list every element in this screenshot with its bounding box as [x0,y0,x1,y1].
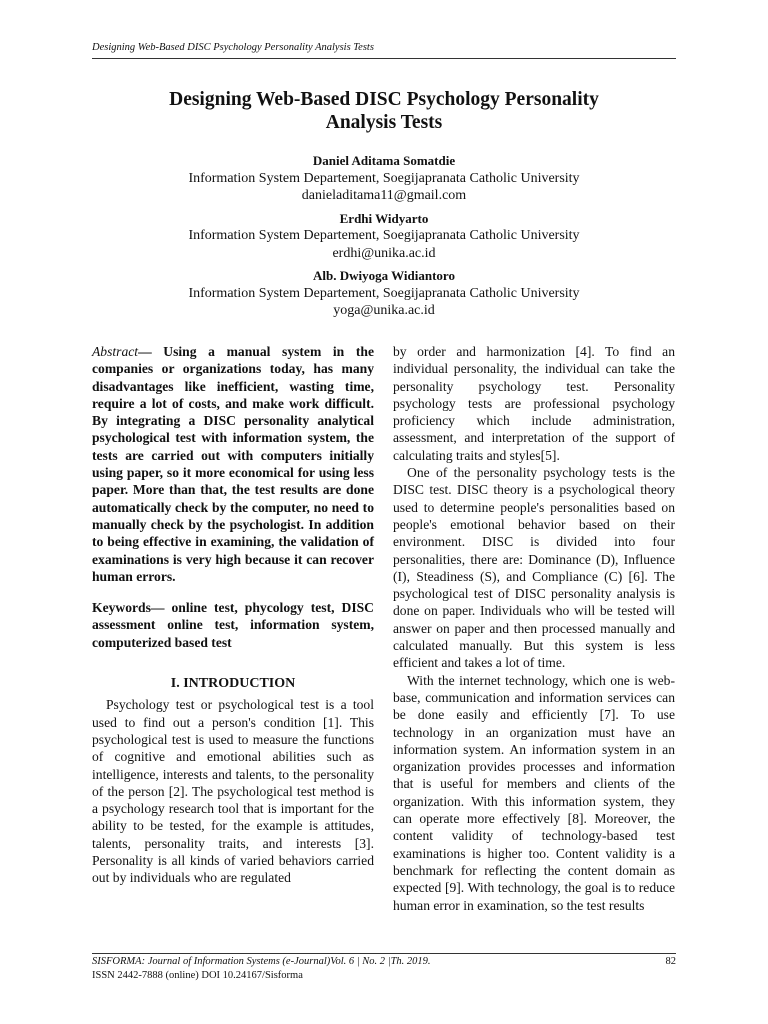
author-block [92,210,676,263]
keywords: Keywords— online test, phycology test, DISC assessment online test, information system, computerized based test [92,600,374,650]
intro-paragraph-1-continued: by order and harmonization [4]. To find an individual personality, the individual can take the personality psychology test. Personality psychology tests are professional psychology proficiency which include administration, assessment, and interpretation of the support of calculating traits and styles[5]. [393,344,675,463]
abstract [92,343,374,585]
footer-journal: SISFORMA: Journal of Information Systems (e-Journal)Vol. 6 | No. 2 |Th. 2019. [92,956,431,967]
title-line-1: Designing Web-Based DISC Psychology Personality [169,89,599,110]
intro-paragraph-2: One of the personality psychology tests is the DISC test. DISC theory is a psychological theory used to determine people's personalities based on people's emotional behavior based on their environment. DISC is divided into four personalities, there are: Dominance (D), Influence (I), Steadiness (S), and Compliance (C) [6]. The psychological test of DISC personality analysis is done on paper. Individuals who will be tested will answer on paper and then processed manually and calculated manually. But this system is less efficient and takes a lot of time. [393,465,675,671]
author-email: yoga@unika.ac.id [333,303,435,318]
running-header: Designing Web-Based DISC Psychology Personality Analysis Tests [92,42,374,53]
footer-issn: ISSN 2442-7888 (online) DOI 10.24167/Sisforma [92,970,303,981]
author-affiliation: Information System Departement, Soegijapranata Catholic University [188,170,580,186]
footer-rule [92,953,676,954]
author-block [92,267,676,320]
author-name: Alb. Dwiyoga Widiantoro [313,268,455,283]
author-affiliation: Information System Departement, Soegijapranata Catholic University [188,228,580,243]
intro-paragraph-3: With the internet technology, which one is web-base, communication and information services can be done easily and efficiently [7]. To use technology in an organization must have an information system. An information system in an organization provides processes and information that is useful for members and clients of the organization. With this information system, they can operate more effectively [8]. Moreover, the content validity of technology-based test examinations is higher too. Content validity is a benchmark for reflecting the content domain as expected [9]. With technology, the goal is to reduce human error in examination, so the test results [393,672,675,913]
abstract-label: Abstract [92,344,139,359]
author-affiliation: Information System Departement, Soegijapranata Catholic University [188,285,580,301]
author-block [92,152,676,205]
header-rule [92,58,676,59]
author-list [92,152,676,325]
author-name: Erdhi Widyarto [339,210,429,226]
abstract-text: — Using a manual system in the companies or organizations today, has many disadvantages like inefficient, wasting time, require a lot of costs, and make work difficult. By integrating a DISC personality analytical psychological test with information system, the tests are carried out with computers initially using paper, so it more economical for using less paper. More than that, the test results are done automatically check by the computer, no need to manually check by the psychologist. In addition to being effective in examining, the validation of examinations is very high because it can recover human errors. [92,344,374,584]
intro-paragraph-1: Psychology test or psychological test is a tool used to find out a person's condition [1]. This psychological test is used to measure the functions of cognitive and emotional abilities such as intelligence, interests and talents, to the personality of the person [2]. The psychological test method is a psychology research tool that is important for the ability to be tested, for the example is attitudes, talents, personality traits, and interests [3]. Personality is all kinds of varied behaviors carried out by individuals who are regulated [92,697,374,886]
page-number: 82 [665,956,676,967]
paper-title [92,88,676,134]
title-line-2: Analysis Tests [325,112,443,133]
author-email: danieladitama11@gmail.com [301,188,467,203]
section-heading-introduction: I. INTRODUCTION [170,676,296,692]
author-email: erdhi@unika.ac.id [332,245,436,261]
author-name: Daniel Aditama Somatdie [312,153,456,168]
right-column [393,343,675,914]
left-column [92,343,374,887]
